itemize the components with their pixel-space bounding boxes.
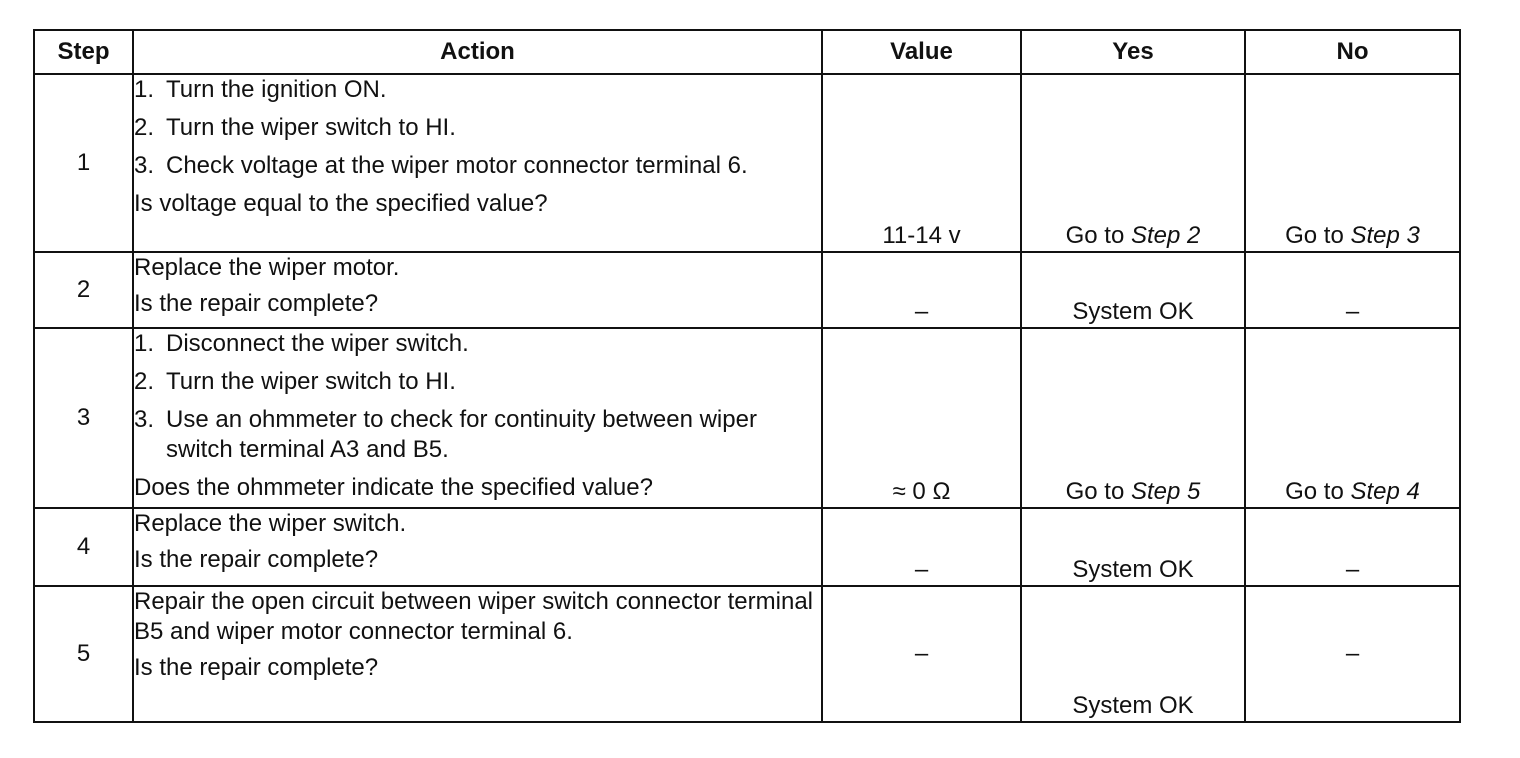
item-text: Check voltage at the wiper motor connector terminal 6. xyxy=(166,152,748,179)
action-item xyxy=(134,151,821,181)
action-cell xyxy=(133,586,822,722)
step-number: 2 xyxy=(34,252,133,328)
action-question: Is the repair complete? xyxy=(134,654,379,681)
goto-prefix: Go to xyxy=(1065,222,1131,249)
yes-cell xyxy=(1021,74,1245,252)
table-row xyxy=(34,508,1460,586)
header-no: No xyxy=(1245,30,1460,74)
diagnostic-table xyxy=(33,29,1461,723)
header-yes: Yes xyxy=(1021,30,1245,74)
header-value: Value xyxy=(822,30,1021,74)
action-question: Is the repair complete? xyxy=(134,546,379,573)
goto-step-link: Step 5 xyxy=(1130,478,1201,505)
action-question: Is voltage equal to the specified value? xyxy=(134,190,548,217)
item-text: Disconnect the wiper switch. xyxy=(166,330,469,357)
action-item xyxy=(134,75,821,105)
goto-step-link: Step 4 xyxy=(1350,478,1420,505)
yes-cell: System OK xyxy=(1021,252,1245,328)
action-cell xyxy=(133,328,822,508)
value-cell: – xyxy=(822,252,1021,328)
action-question: Is the repair complete? xyxy=(134,290,379,317)
no-cell: – xyxy=(1245,508,1460,586)
goto-prefix: Go to xyxy=(1065,478,1131,505)
goto-step-link: Step 3 xyxy=(1350,222,1420,249)
header-row xyxy=(34,30,1460,74)
yes-cell: System OK xyxy=(1021,508,1245,586)
action-item xyxy=(134,329,821,359)
action-item xyxy=(134,113,821,143)
item-number: 2. xyxy=(134,114,155,141)
no-cell xyxy=(1245,328,1460,508)
item-number: 3. xyxy=(134,152,155,179)
goto-prefix: Go to xyxy=(1285,222,1351,249)
no-cell: – xyxy=(1245,252,1460,328)
step-number: 4 xyxy=(34,508,133,586)
item-text: Turn the wiper switch to HI. xyxy=(166,114,456,141)
action-cell xyxy=(133,74,822,252)
item-number: 1. xyxy=(134,76,155,103)
value-cell: – xyxy=(822,508,1021,586)
value-cell: – xyxy=(822,586,1021,722)
table-row xyxy=(34,586,1460,722)
header-step: Step xyxy=(34,30,133,74)
table-row xyxy=(34,252,1460,328)
table-row xyxy=(34,74,1460,252)
step-number: 1 xyxy=(34,74,133,252)
action-item xyxy=(134,405,821,465)
goto-step-link: Step 2 xyxy=(1130,222,1201,249)
action-text: Replace the wiper switch. xyxy=(134,510,407,537)
no-cell xyxy=(1245,74,1460,252)
item-text: Turn the ignition ON. xyxy=(166,76,387,103)
table-row xyxy=(34,328,1460,508)
action-cell xyxy=(133,508,822,586)
step-number: 3 xyxy=(34,328,133,508)
action-question: Does the ohmmeter indicate the specified value? xyxy=(134,474,653,501)
action-text: Replace the wiper motor. xyxy=(134,254,400,281)
header-action: Action xyxy=(133,30,822,74)
yes-cell: System OK xyxy=(1021,586,1245,722)
item-text: Use an ohmmeter to check for continuity between wiper switch terminal A3 and B5. xyxy=(166,406,757,463)
item-number: 2. xyxy=(134,368,155,395)
value-cell: ≈ 0 Ω xyxy=(822,328,1021,508)
action-item xyxy=(134,367,821,397)
yes-cell xyxy=(1021,328,1245,508)
value-cell: 11-14 v xyxy=(822,74,1021,252)
goto-prefix: Go to xyxy=(1285,478,1351,505)
action-cell xyxy=(133,252,822,328)
item-text: Turn the wiper switch to HI. xyxy=(166,368,456,395)
item-number: 3. xyxy=(134,406,155,433)
no-cell: – xyxy=(1245,586,1460,722)
action-text: Repair the open circuit between wiper switch connector terminal B5 and wiper motor connector terminal 6. xyxy=(134,588,813,645)
step-number: 5 xyxy=(34,586,133,722)
item-number: 1. xyxy=(134,330,155,357)
